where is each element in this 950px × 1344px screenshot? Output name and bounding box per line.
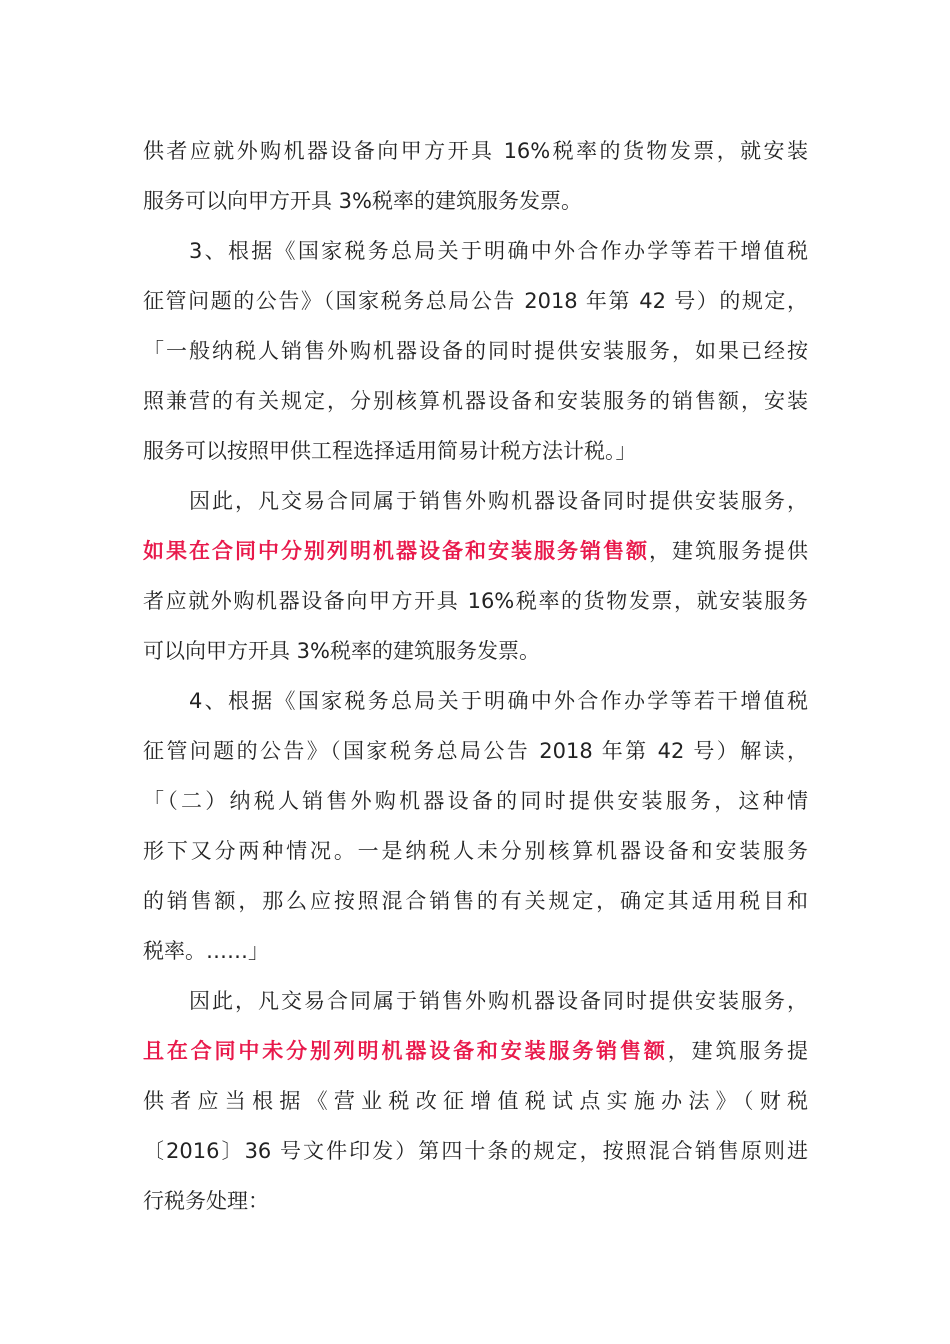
text-line: 服务可以向甲方开具 3%税率的建筑服务发票。 [143, 189, 582, 213]
highlighted-text: 且在合同中未分别列明机器设备和安装服务销售额 [143, 1039, 668, 1063]
text-line: 征管问题的公告》（国家税务总局公告 2018 年第 42 号）的规定， [143, 289, 808, 313]
highlighted-text: 如果在合同中分别列明机器设备和安装服务销售额 [143, 539, 649, 563]
text-line: 征管问题的公告》（国家税务总局公告 2018 年第 42 号）解读， [143, 739, 808, 763]
quote-line: 「一般纳税人销售外购机器设备的同时提供安装服务，如果已经按 [143, 339, 808, 363]
quote-line: 照兼营的有关规定，分别核算机器设备和安装服务的销售额，安装 [143, 389, 808, 413]
quote-line: 「（二）纳税人销售外购机器设备的同时提供安装服务，这种情 [143, 789, 808, 813]
highlight-line [143, 536, 808, 566]
quote-line: 形下又分两种情况。一是纳税人未分别核算机器设备和安装服务 [143, 839, 808, 863]
text-line: 行税务处理： [143, 1189, 269, 1213]
text-line: 供者应就外购机器设备向甲方开具 16%税率的货物发票，就安装 [143, 139, 808, 163]
text-span: ，建筑服务提 [667, 1039, 808, 1063]
text-line: 供者应当根据《营业税改征增值税试点实施办法》（财税 [143, 1089, 808, 1113]
quote-line: 税率。……」 [143, 939, 269, 963]
conclusion-line: 因此，凡交易合同属于销售外购机器设备同时提供安装服务， [189, 489, 808, 513]
highlight-line [143, 1036, 808, 1066]
section-4-heading-line: 4、根据《国家税务总局关于明确中外合作办学等若干增值税 [189, 689, 808, 713]
text-line: 可以向甲方开具 3%税率的建筑服务发票。 [143, 639, 540, 663]
conclusion-line: 因此，凡交易合同属于销售外购机器设备同时提供安装服务， [189, 989, 808, 1013]
text-line: 〔2016〕36 号文件印发）第四十条的规定，按照混合销售原则进 [143, 1139, 808, 1163]
section-3-heading-line: 3、根据《国家税务总局关于明确中外合作办学等若干增值税 [189, 239, 808, 263]
quote-line: 服务可以按照甲供工程选择适用简易计税方法计税。」 [143, 439, 637, 463]
text-span: ，建筑服务提供 [649, 539, 808, 563]
quote-line: 的销售额，那么应按照混合销售的有关规定，确定其适用税目和 [143, 889, 808, 913]
text-line: 者应就外购机器设备向甲方开具 16%税率的货物发票，就安装服务 [143, 589, 808, 613]
